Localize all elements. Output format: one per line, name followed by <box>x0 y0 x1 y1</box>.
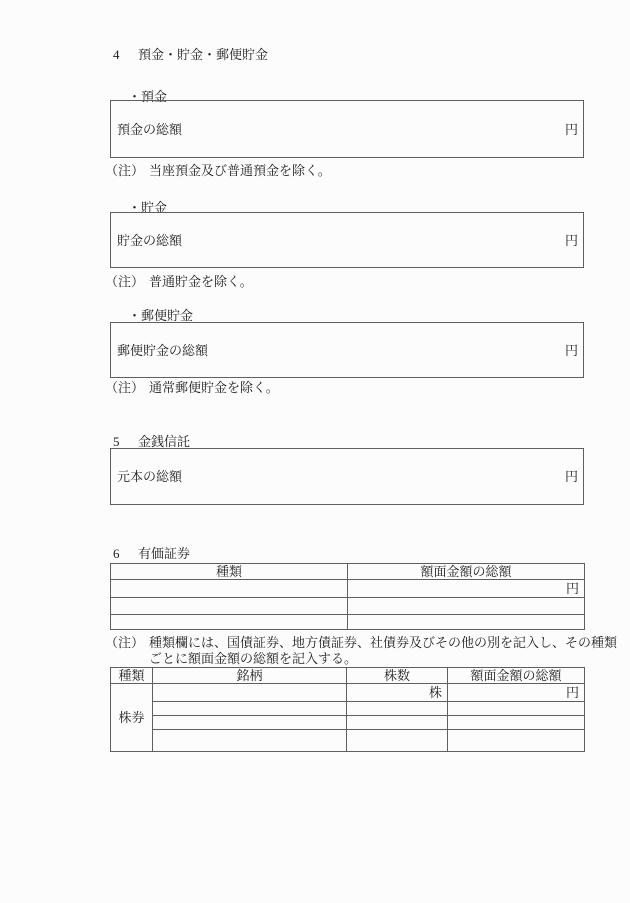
amount-cell-empty <box>448 730 585 752</box>
issue-cell-empty <box>153 684 347 702</box>
savings-note-text: 普通貯金を除く。 <box>149 274 253 289</box>
securities-type-table <box>110 563 585 630</box>
deposit-note <box>105 163 331 178</box>
section-5-heading <box>113 434 190 449</box>
deposit-total-label: 預金の総額 <box>117 121 183 137</box>
amount-cell-empty <box>348 615 585 630</box>
stock-table-row <box>111 716 585 730</box>
share-cell-empty <box>347 716 448 730</box>
securities-note <box>105 635 617 667</box>
securities-table-header-row <box>111 564 585 580</box>
amount-unit-yen: 円 <box>348 580 585 598</box>
amount-cell-empty <box>348 598 585 615</box>
section-4-heading <box>113 47 268 62</box>
issue-cell-empty <box>153 730 347 752</box>
section-5-title: 金銭信託 <box>138 434 191 449</box>
postal-savings-note-text: 通常郵便貯金を除く。 <box>149 380 279 395</box>
postal-savings-total-box <box>110 322 584 378</box>
section-6-heading <box>113 546 190 561</box>
postal-savings-note-label: （注） <box>105 380 145 395</box>
stock-table-row <box>111 730 585 752</box>
securities-table-row <box>111 580 585 598</box>
savings-note-label: （注） <box>105 274 145 289</box>
stock-table-row <box>111 702 585 716</box>
securities-note-line-2: ごとに額面金額の総額を記入する。 <box>149 651 358 666</box>
securities-table-row <box>111 598 585 615</box>
bullet-savings: ・貯金 <box>128 200 168 215</box>
yen-unit: 円 <box>448 684 585 702</box>
stock-table-header-row <box>111 668 585 684</box>
type-cell-empty <box>111 615 348 630</box>
savings-total-label: 貯金の総額 <box>117 232 183 248</box>
savings-unit-yen: 円 <box>564 232 578 248</box>
bullet-deposit: ・預金 <box>128 89 168 104</box>
section-4-number: 4 <box>113 47 120 62</box>
deposit-total-box <box>110 100 584 158</box>
postal-savings-total-label: 郵便貯金の総額 <box>117 342 209 358</box>
section-4-title: 預金・貯金・郵便貯金 <box>138 47 269 62</box>
deposit-note-text: 当座預金及び普通預金を除く。 <box>149 163 331 178</box>
trust-principal-label: 元本の総額 <box>117 469 183 484</box>
share-cell-empty <box>347 730 448 752</box>
header-share-count: 株数 <box>347 668 448 684</box>
amount-cell-empty <box>448 702 585 716</box>
header-type: 種類 <box>111 668 153 684</box>
savings-note <box>105 274 253 289</box>
deposit-unit-yen: 円 <box>564 121 578 137</box>
postal-savings-note <box>105 380 279 395</box>
header-issue: 銘柄 <box>153 668 347 684</box>
bullet-postal-savings: ・郵便貯金 <box>128 308 194 323</box>
stock-table <box>110 667 585 752</box>
type-cell-empty <box>111 598 348 615</box>
securities-table-row <box>111 615 585 630</box>
securities-note-text <box>149 635 617 667</box>
amount-cell-empty <box>448 716 585 730</box>
stock-group-label: 株券 <box>111 684 153 752</box>
trust-unit-yen: 円 <box>564 469 578 484</box>
postal-savings-unit-yen: 円 <box>564 342 578 358</box>
type-cell-empty <box>111 580 348 598</box>
stock-table-row <box>111 684 585 702</box>
savings-total-box <box>110 212 584 268</box>
section-6-number: 6 <box>113 546 120 561</box>
trust-principal-box <box>110 448 584 505</box>
issue-cell-empty <box>153 702 347 716</box>
share-cell-empty <box>347 702 448 716</box>
share-unit: 株 <box>347 684 448 702</box>
header-type: 種類 <box>111 564 348 580</box>
issue-cell-empty <box>153 716 347 730</box>
section-6-title: 有価証券 <box>138 546 191 561</box>
securities-note-label: （注） <box>105 635 145 650</box>
securities-note-line-1: 種類欄には、国債証券、地方債証券、社債券及びその他の別を記入し、その種類 <box>149 635 618 650</box>
deposit-note-label: （注） <box>105 163 145 178</box>
section-5-number: 5 <box>113 434 120 449</box>
header-face-amount: 額面金額の総額 <box>448 668 585 684</box>
header-face-amount: 額面金額の総額 <box>348 564 585 580</box>
